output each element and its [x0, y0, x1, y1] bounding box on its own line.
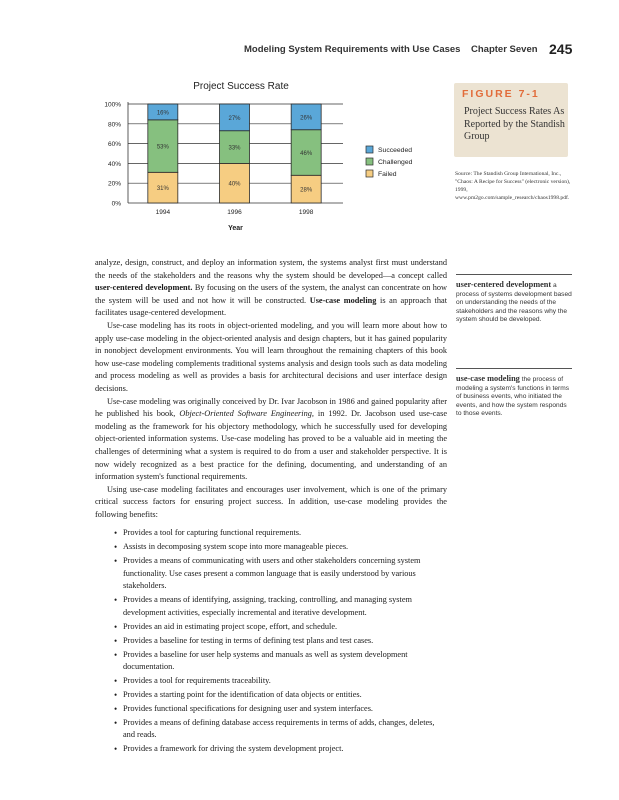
list-item: • Provides functional specifications for designing user and system interfaces.	[115, 703, 447, 716]
data-label: 46%	[300, 151, 313, 158]
text-run: Use-case modeling was originally conceived by Dr. Ivar Jacobson in 1986 and gained popularity after he published his book,	[95, 396, 447, 419]
figure-label: FIGURE 7-1	[462, 88, 540, 100]
text-run: in 1992. Dr. Jacobson used use-case modeling as the framework for his objectory methodology, which he successfully used for developing object-oriented information systems. Use-case modeling has proved to be a valuable aid in meeting the challenges of determining what a system is required to do from a user and stakeholder perspective. It is now widely recognized as a best practice for the defining, documenting, and understanding of an information system's functional requirements.	[95, 409, 447, 482]
margin-definition: the process of modeling a system's functions in terms of business events, who initiated the events, and how the system responds to those events.	[456, 376, 570, 418]
data-label: 27%	[228, 115, 241, 122]
data-label: 40%	[228, 181, 241, 188]
list-item: • Provides a baseline for testing in terms of defining test plans and test cases.	[115, 635, 447, 648]
figure-caption: Project Success Rates As Reported by the Standish Group	[464, 106, 565, 142]
y-tick-label: 60%	[107, 141, 121, 149]
key-term: user-centered development.	[95, 283, 193, 293]
text-run: is an approach that facilitates usage-centered development.	[95, 295, 447, 318]
x-tick-label: 1994	[155, 209, 171, 216]
list-item: • Provides a means of communicating with users and other stakeholders concerning system functionality. Use cases present a common language that is easily understood by various stakeholders.	[115, 555, 447, 593]
data-label: 16%	[156, 110, 169, 117]
data-label: 28%	[300, 187, 313, 194]
figure-source: Source: The Standish Group International, Inc., "Chaos: A Recipe for Success" (electronic version), 1999, www.pm2go.com/sample_research/chaos1998.pdf.	[455, 171, 571, 201]
list-item: • Provides a tool for requirements traceability.	[115, 675, 447, 688]
y-tick-label: 40%	[107, 160, 121, 168]
list-item: • Provides a means of defining database access requirements in terms of adds, changes, deletes, and reads.	[115, 717, 447, 742]
margin-rule	[456, 368, 572, 369]
data-label: 31%	[156, 186, 169, 193]
list-item: • Provides a tool for capturing functional requirements.	[115, 527, 447, 540]
text-run: By focusing on the users of the system, the analyst can concentrate on how the system will be used and not how it will be constructed.	[95, 283, 448, 305]
x-tick-label: 1998	[298, 209, 314, 216]
y-tick-label: 0%	[111, 200, 121, 208]
y-tick-label: 100%	[104, 101, 121, 109]
list-item: • Assists in decomposing system scope into more manageable pieces.	[115, 541, 447, 554]
text-run: analyze, design, construct, and deploy an information system, the systems analyst first must understand the needs of the stakeholders and the reasons why the system should be developed—a concept called	[95, 258, 447, 280]
x-tick-label: 1996	[227, 209, 242, 216]
key-term: Use-case modeling	[309, 295, 377, 305]
y-tick-label: 80%	[107, 121, 121, 129]
data-label: 33%	[228, 145, 241, 152]
chapter-label: Chapter Seven	[471, 44, 538, 55]
running-header	[244, 44, 538, 55]
legend-label: Succeeded	[378, 147, 413, 155]
list-item: • Provides a framework for driving the system development project.	[115, 743, 447, 756]
legend-label: Failed	[378, 171, 397, 179]
list-item: • Provides a means of identifying, assigning, tracking, controlling, and managing system development activities, especially incremental and iterative development.	[115, 594, 447, 619]
benefits-list	[95, 527, 447, 755]
data-label: 53%	[156, 144, 169, 151]
book-title: Object-Oriented Software Engineering,	[179, 409, 314, 419]
legend-swatch	[366, 146, 373, 153]
data-label: 26%	[300, 115, 313, 122]
body-text	[95, 257, 447, 757]
margin-rule	[456, 274, 572, 275]
margin-term: use-case modeling	[456, 374, 520, 383]
legend-swatch	[366, 158, 373, 165]
chart-title: Project Success Rate	[193, 81, 289, 92]
margin-term: user-centered development	[456, 280, 552, 289]
list-item: • Provides a baseline for user help systems and manuals as well as system development documentation.	[115, 649, 447, 674]
project-success-chart	[96, 72, 448, 242]
paragraph	[95, 257, 447, 320]
running-title: Modeling System Requirements with Use Cases	[244, 44, 461, 55]
legend-swatch	[366, 170, 373, 177]
y-tick-label: 20%	[107, 180, 121, 188]
list-item: • Provides an aid in estimating project scope, effort, and schedule.	[115, 621, 447, 634]
list-item: • Provides a starting point for the identification of data objects or entities.	[115, 689, 447, 702]
margin-note-use-case	[456, 375, 574, 419]
paragraph	[95, 396, 447, 484]
page-number: 245	[549, 41, 573, 57]
legend-label: Challenged	[378, 159, 413, 167]
margin-note-user-centered	[456, 281, 574, 325]
paragraph: Using use-case modeling facilitates and encourages user involvement, which is one of the primary critical success factors for ensuring project success. In addition, use-case modeling provides the following benefits:	[95, 484, 447, 519]
margin-definition: a process of systems development based on understanding the needs of the stakeholders and the reasons why the system should be developed.	[456, 282, 572, 324]
paragraph: Use-case modeling has its roots in object-oriented modeling, and you will learn more about how to apply use-case modeling in the object-oriented analysis and design chapters, but it has gained popularity in nonobject development environments. You will learn throughout the remaining chapters of this book how use-case modeling complements traditional systems analysis and design tools such as data modeling and process modeling as well as provides a basis for architectural decisions and user interface design decisions.	[95, 320, 447, 393]
x-axis-title: Year	[228, 225, 243, 232]
